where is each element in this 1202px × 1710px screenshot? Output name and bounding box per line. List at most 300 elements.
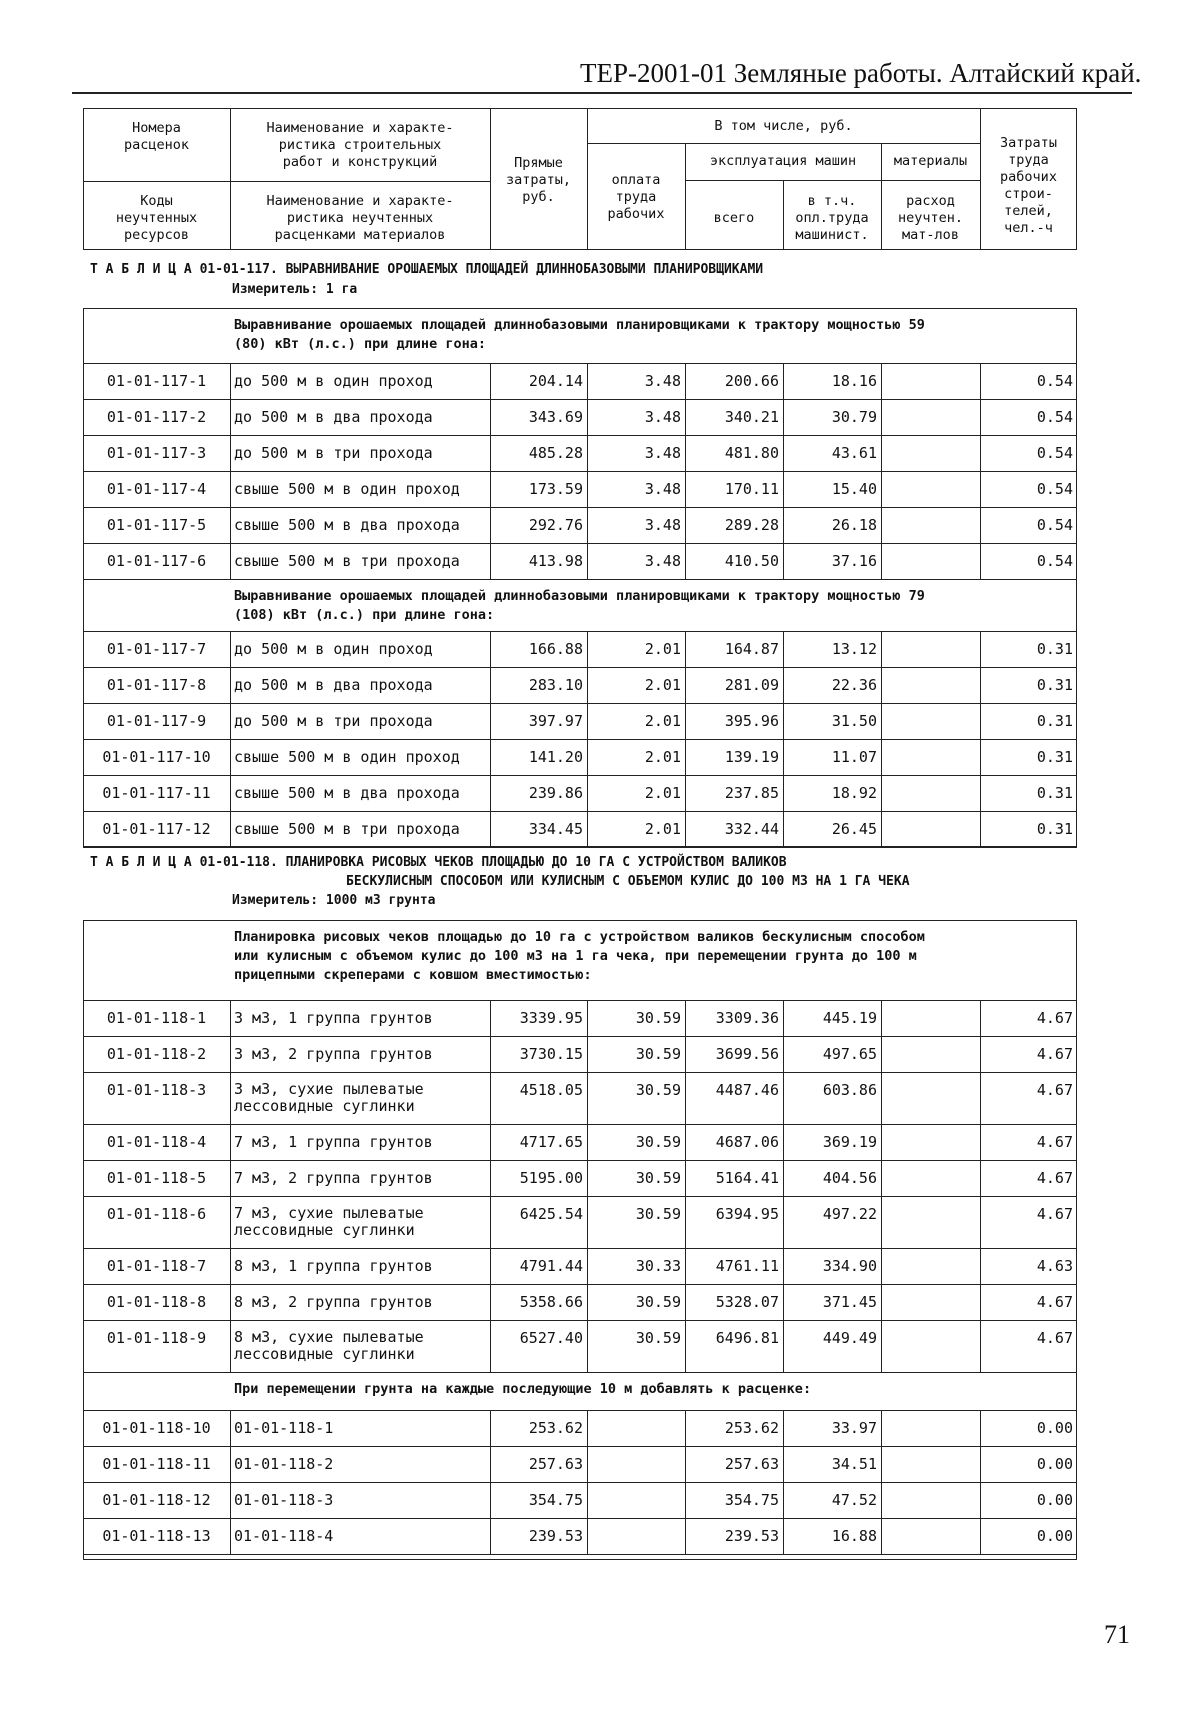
header-materials: материалы: [893, 153, 968, 169]
row-code: 01-01-118-1: [106, 1009, 207, 1027]
row-code: 01-01-117-3: [106, 444, 207, 462]
grid-line: [230, 703, 231, 739]
grid-line: [685, 399, 686, 435]
cell-mach-w: 34.51: [831, 1455, 877, 1473]
cell-wages: 30.59: [635, 1045, 681, 1063]
grid-line: [587, 667, 588, 703]
cell-wages: 30.59: [635, 1205, 681, 1223]
grid-line: [980, 507, 981, 543]
grid-line: [685, 1000, 686, 1036]
grid-line: [587, 543, 588, 579]
cell-labor: 0.31: [1036, 784, 1073, 802]
cell-direct: 485.28: [528, 444, 583, 462]
cell-mach: 139.19: [724, 748, 779, 766]
grid-line: [685, 1196, 686, 1248]
grid-line: [783, 1036, 784, 1072]
cell-mach: 170.11: [724, 480, 779, 498]
grid-line: [83, 1320, 1077, 1321]
grid-line: [783, 507, 784, 543]
row-code: 01-01-117-5: [106, 516, 207, 534]
cell-direct: 283.10: [528, 676, 583, 694]
grid-line: [230, 1446, 231, 1482]
grid-line: [881, 435, 882, 471]
cell-mach-w: 33.97: [831, 1419, 877, 1437]
cell-direct: 4717.65: [519, 1133, 583, 1151]
cell-wages: 30.59: [635, 1293, 681, 1311]
grid-line: [980, 775, 981, 811]
grid-line: [587, 507, 588, 543]
cell-wages: 2.01: [644, 820, 681, 838]
grid-line: [783, 775, 784, 811]
grid-line: [490, 1410, 491, 1446]
grid-line: [490, 1072, 491, 1124]
grid-line: [587, 1000, 588, 1036]
grid-line: [783, 811, 784, 847]
grid-line: [83, 1446, 1077, 1447]
cell-mach-w: 369.19: [822, 1133, 877, 1151]
cell-mach-w: 404.56: [822, 1169, 877, 1187]
cell-labor: 0.54: [1036, 552, 1073, 570]
row-code: 01-01-117-2: [106, 408, 207, 426]
grid-line: [230, 811, 231, 847]
grid-line: [587, 1518, 588, 1554]
grid-line: [83, 1284, 1077, 1285]
cell-labor: 4.67: [1036, 1081, 1073, 1099]
grid-line: [881, 363, 882, 399]
grid-line: [881, 631, 882, 667]
cell-mach: 281.09: [724, 676, 779, 694]
grid-line: [881, 703, 882, 739]
grid-line: [587, 1320, 588, 1372]
grid-line: [83, 1248, 1077, 1249]
grid-line: [490, 1000, 491, 1036]
grid-line: [490, 775, 491, 811]
grid-line: [980, 1124, 981, 1160]
section-title: Выравнивание орошаемых площадей длиннобазовыми планировщиками к трактору мощностью 79 (108) кВт (л.с.) при длине гона:: [234, 588, 925, 623]
grid-line: [587, 363, 588, 399]
cell-labor: 0.00: [1036, 1419, 1073, 1437]
grid-line: [980, 1000, 981, 1036]
grid-line: [980, 435, 981, 471]
grid-line: [490, 543, 491, 579]
cell-direct: 4518.05: [519, 1081, 583, 1099]
row-code: 01-01-118-3: [106, 1081, 207, 1099]
cell-wages: 2.01: [644, 784, 681, 802]
grid-line: [83, 399, 1077, 400]
grid-line: [980, 1284, 981, 1320]
grid-line: [83, 1410, 1077, 1411]
cell-wages: 3.48: [644, 480, 681, 498]
grid-line: [685, 1518, 686, 1554]
grid-line: [783, 399, 784, 435]
grid-line: [685, 1124, 686, 1160]
row-code: 01-01-117-10: [102, 748, 211, 766]
grid-line: [587, 1410, 588, 1446]
row-name: до 500 м в два прохода: [234, 408, 433, 426]
cell-labor: 4.67: [1036, 1045, 1073, 1063]
grid-line: [587, 739, 588, 775]
cell-direct: 413.98: [528, 552, 583, 570]
row-name: до 500 м в один проход: [234, 640, 433, 658]
grid-line: [881, 1518, 882, 1554]
row-code: 01-01-118-11: [102, 1455, 211, 1473]
grid-line: [83, 811, 1077, 812]
cell-direct: 6425.54: [519, 1205, 583, 1223]
cell-mach-w: 22.36: [831, 676, 877, 694]
cell-mach-w: 497.65: [822, 1045, 877, 1063]
cell-mach: 237.85: [724, 784, 779, 802]
grid-line: [490, 703, 491, 739]
grid-line: [783, 471, 784, 507]
row-name: свыше 500 м в два прохода: [234, 784, 460, 802]
cell-direct: 5195.00: [519, 1169, 583, 1187]
grid-line: [587, 1248, 588, 1284]
cell-mach: 395.96: [724, 712, 779, 730]
cell-labor: 0.31: [1036, 712, 1073, 730]
section-title: Выравнивание орошаемых площадей длиннобазовыми планировщиками к трактору мощностью 59 (80) кВт (л.с.) при длине гона:: [234, 317, 925, 352]
grid-line: [490, 1248, 491, 1284]
grid-line: [980, 1518, 981, 1554]
grid-line: [83, 1000, 1077, 1001]
cell-direct: 292.76: [528, 516, 583, 534]
row-name: свыше 500 м в один проход: [234, 480, 460, 498]
grid-line: [490, 507, 491, 543]
grid-line: [587, 1124, 588, 1160]
grid-line: [783, 435, 784, 471]
grid-line: [685, 631, 686, 667]
cell-labor: 0.54: [1036, 480, 1073, 498]
grid-line: [881, 1284, 882, 1320]
cell-mach: 481.80: [724, 444, 779, 462]
cell-mach: 6394.95: [715, 1205, 779, 1223]
grid-line: [490, 1482, 491, 1518]
grid-line: [230, 631, 231, 667]
row-code: 01-01-118-5: [106, 1169, 207, 1187]
grid-line: [881, 1320, 882, 1372]
grid-line: [490, 739, 491, 775]
row-name: 3 м3, 2 группа грунтов: [234, 1045, 433, 1063]
header-code-top: Номера расценок: [123, 120, 190, 153]
cell-labor: 0.00: [1036, 1527, 1073, 1545]
cell-mach-w: 31.50: [831, 712, 877, 730]
grid-line: [587, 471, 588, 507]
cell-mach-w: 47.52: [831, 1491, 877, 1509]
grid-line: [230, 363, 231, 399]
grid-line: [587, 1196, 588, 1248]
row-name: до 500 м в два прохода: [234, 676, 433, 694]
grid-line: [783, 1284, 784, 1320]
cell-labor: 4.67: [1036, 1009, 1073, 1027]
grid-line: [980, 1446, 981, 1482]
grid-line: [783, 363, 784, 399]
grid-line: [783, 1482, 784, 1518]
row-code: 01-01-118-12: [102, 1491, 211, 1509]
grid-line: [881, 739, 882, 775]
cell-direct: 257.63: [528, 1455, 583, 1473]
grid-line: [783, 667, 784, 703]
page-header: ТЕР-2001-01 Земляные работы. Алтайский край.: [580, 58, 1142, 88]
grid-line: [980, 471, 981, 507]
row-name: свыше 500 м в один проход: [234, 748, 460, 766]
section-title: Планировка рисовых чеков площадью до 10 га с устройством валиков бескулисным способом или кулисным с объемом кулис до 100 м3 на 1 га чека, при перемещении грунта до 100 м прицепными скреперами с ковшом вместимостью:: [234, 929, 925, 983]
cell-mach: 6496.81: [715, 1329, 779, 1347]
cell-mach-w: 16.88: [831, 1527, 877, 1545]
table-118-caption: Т А Б Л И Ц А 01-01-118. ПЛАНИРОВКА РИСОВЫХ ЧЕКОВ ПЛОЩАДЬЮ ДО 10 ГА С УСТРОЙСТВОМ ВАЛИКОВ: [90, 855, 787, 870]
header-machines: эксплуатация машин: [709, 153, 857, 169]
cell-mach-w: 445.19: [822, 1009, 877, 1027]
grid-line: [587, 1036, 588, 1072]
row-code: 01-01-118-9: [106, 1329, 207, 1347]
grid-line: [881, 811, 882, 847]
header-code-bottom: Коды неучтенных ресурсов: [115, 193, 198, 243]
grid-line: [685, 543, 686, 579]
cell-mach-w: 449.49: [822, 1329, 877, 1347]
grid-line: [980, 703, 981, 739]
cell-labor: 0.31: [1036, 748, 1073, 766]
grid-line: [685, 1248, 686, 1284]
row-code: 01-01-118-7: [106, 1257, 207, 1275]
cell-mach-w: 43.61: [831, 444, 877, 462]
row-name: свыше 500 м в два прохода: [234, 516, 460, 534]
cell-mach: 3309.36: [715, 1009, 779, 1027]
grid-line: [587, 1284, 588, 1320]
cell-mach: 3699.56: [715, 1045, 779, 1063]
page-number: 71: [1104, 1620, 1130, 1649]
row-name: 8 м3, 2 группа грунтов: [234, 1293, 433, 1311]
grid-line: [587, 1072, 588, 1124]
row-code: 01-01-117-1: [106, 372, 207, 390]
grid-line: [490, 1518, 491, 1554]
cell-mach-w: 15.40: [831, 480, 877, 498]
cell-mach-w: 371.45: [822, 1293, 877, 1311]
grid-line: [490, 1160, 491, 1196]
cell-labor: 4.67: [1036, 1205, 1073, 1223]
grid-line: [490, 1196, 491, 1248]
row-name: 8 м3, 1 группа грунтов: [234, 1257, 433, 1275]
header-name-top: Наименование и характе- ристика строительных работ и конструкций: [266, 120, 454, 170]
grid-line: [685, 1446, 686, 1482]
grid-line: [980, 543, 981, 579]
row-name: до 500 м в три прохода: [234, 712, 433, 730]
cell-direct: 166.88: [528, 640, 583, 658]
grid-line: [83, 435, 1077, 436]
cell-mach: 332.44: [724, 820, 779, 838]
grid-line: [783, 739, 784, 775]
header-including: В том числе, руб.: [714, 118, 853, 134]
cell-mach: 340.21: [724, 408, 779, 426]
grid-line: [685, 1036, 686, 1072]
grid-line: [83, 1554, 1077, 1555]
grid-line: [230, 1160, 231, 1196]
grid-line: [783, 1196, 784, 1248]
grid-line: [783, 1160, 784, 1196]
cell-wages: 30.59: [635, 1133, 681, 1151]
grid-line: [230, 1196, 231, 1248]
table-118-caption-cont: БЕСКУЛИСНЫМ СПОСОБОМ ИЛИ КУЛИСНЫМ С ОБЪЕМОМ КУЛИС ДО 100 М3 НА 1 ГА ЧЕКА: [346, 874, 910, 889]
row-code: 01-01-117-4: [106, 480, 207, 498]
grid-line: [685, 811, 686, 847]
header-machines-total: всего: [713, 210, 755, 226]
grid-line: [587, 435, 588, 471]
cell-mach-w: 18.92: [831, 784, 877, 802]
grid-line: [881, 775, 882, 811]
cell-labor: 0.54: [1036, 372, 1073, 390]
cell-mach-w: 26.18: [831, 516, 877, 534]
cell-wages: 3.48: [644, 516, 681, 534]
grid-line: [587, 1446, 588, 1482]
grid-line: [685, 435, 686, 471]
cell-wages: 3.48: [644, 444, 681, 462]
grid-line: [980, 1248, 981, 1284]
cell-mach: 354.75: [724, 1491, 779, 1509]
cell-mach: 5164.41: [715, 1169, 779, 1187]
grid-line: [83, 363, 1077, 364]
row-code: 01-01-118-13: [102, 1527, 211, 1545]
grid-line: [83, 1124, 1077, 1125]
grid-line: [230, 1072, 231, 1124]
cell-wages: 30.33: [635, 1257, 681, 1275]
grid-line: [980, 739, 981, 775]
row-code: 01-01-117-12: [102, 820, 211, 838]
cell-labor: 4.67: [1036, 1329, 1073, 1347]
cell-labor: 0.54: [1036, 516, 1073, 534]
cell-direct: 6527.40: [519, 1329, 583, 1347]
cell-direct: 253.62: [528, 1419, 583, 1437]
grid-line: [490, 1446, 491, 1482]
grid-line: [83, 579, 1077, 580]
cell-labor: 4.67: [1036, 1293, 1073, 1311]
row-code: 01-01-118-8: [106, 1293, 207, 1311]
cell-direct: 239.53: [528, 1527, 583, 1545]
cell-direct: 4791.44: [519, 1257, 583, 1275]
cell-labor: 4.67: [1036, 1169, 1073, 1187]
grid-line: [490, 811, 491, 847]
cell-direct: 3339.95: [519, 1009, 583, 1027]
grid-line: [230, 543, 231, 579]
cell-mach-w: 30.79: [831, 408, 877, 426]
cell-mach: 289.28: [724, 516, 779, 534]
grid-line: [230, 775, 231, 811]
cell-mach-w: 497.22: [822, 1205, 877, 1223]
cell-mach: 200.66: [724, 372, 779, 390]
grid-line: [83, 507, 1077, 508]
row-code: 01-01-118-6: [106, 1205, 207, 1223]
row-name: 01-01-118-1: [234, 1419, 334, 1437]
grid-line: [83, 739, 1077, 740]
grid-line: [230, 667, 231, 703]
grid-line: [490, 1036, 491, 1072]
grid-line: [83, 1072, 1077, 1073]
grid-line: [490, 631, 491, 667]
row-name: 01-01-118-3: [234, 1491, 334, 1509]
cell-wages: 2.01: [644, 748, 681, 766]
grid-line: [230, 471, 231, 507]
grid-line: [83, 1372, 1077, 1373]
grid-line: [980, 1036, 981, 1072]
grid-line: [685, 703, 686, 739]
row-name: 01-01-118-4: [234, 1527, 334, 1545]
cell-wages: 3.48: [644, 408, 681, 426]
cell-mach-w: 334.90: [822, 1257, 877, 1275]
row-code: 01-01-117-9: [106, 712, 207, 730]
grid-line: [230, 1036, 231, 1072]
grid-line: [980, 1410, 981, 1446]
grid-line: [881, 543, 882, 579]
grid-line: [490, 1284, 491, 1320]
grid-line: [587, 1482, 588, 1518]
grid-line: [980, 1320, 981, 1372]
row-name: свыше 500 м в три прохода: [234, 552, 460, 570]
cell-direct: 239.86: [528, 784, 583, 802]
cell-direct: 3730.15: [519, 1045, 583, 1063]
grid-line: [783, 631, 784, 667]
grid-line: [783, 1446, 784, 1482]
header-machine-wages: в т.ч. опл.труда машинист.: [795, 193, 869, 243]
grid-line: [783, 1000, 784, 1036]
grid-line: [83, 703, 1077, 704]
grid-line: [230, 1248, 231, 1284]
grid-line: [587, 811, 588, 847]
grid-line: [490, 471, 491, 507]
grid-line: [490, 399, 491, 435]
row-code: 01-01-117-6: [106, 552, 207, 570]
grid-line: [881, 471, 882, 507]
grid-line: [587, 143, 980, 144]
row-code: 01-01-117-7: [106, 640, 207, 658]
cell-mach: 4761.11: [715, 1257, 779, 1275]
grid-line: [881, 1196, 882, 1248]
grid-line: [783, 1072, 784, 1124]
section-title: При перемещении грунта на каждые последующие 10 м добавлять к расценке:: [234, 1381, 812, 1397]
grid-line: [685, 739, 686, 775]
cell-mach: 4487.46: [715, 1081, 779, 1099]
grid-line: [83, 631, 1077, 632]
cell-mach: 5328.07: [715, 1293, 779, 1311]
grid-line: [230, 1482, 231, 1518]
grid-line: [685, 507, 686, 543]
cell-wages: 3.48: [644, 552, 681, 570]
grid-line: [83, 543, 1077, 544]
grid-line: [490, 435, 491, 471]
grid-line: [881, 1248, 882, 1284]
row-code: 01-01-118-10: [102, 1419, 211, 1437]
cell-mach-w: 603.86: [822, 1081, 877, 1099]
cell-direct: 141.20: [528, 748, 583, 766]
grid-line: [83, 181, 490, 182]
cell-direct: 173.59: [528, 480, 583, 498]
cell-labor: 4.63: [1036, 1257, 1073, 1275]
cell-direct: 397.97: [528, 712, 583, 730]
grid-line: [783, 1320, 784, 1372]
table-117-measure: Измеритель: 1 га: [232, 282, 358, 297]
cell-mach-w: 18.16: [831, 372, 877, 390]
cell-mach: 239.53: [724, 1527, 779, 1545]
grid-line: [980, 667, 981, 703]
row-name: 3 м3, 1 группа грунтов: [234, 1009, 433, 1027]
grid-line: [685, 1320, 686, 1372]
grid-line: [230, 399, 231, 435]
grid-line: [881, 1410, 882, 1446]
grid-line: [83, 667, 1077, 668]
grid-line: [685, 471, 686, 507]
grid-line: [685, 1482, 686, 1518]
cell-wages: 30.59: [635, 1009, 681, 1027]
cell-direct: 204.14: [528, 372, 583, 390]
grid-line: [881, 667, 882, 703]
header-wages: оплата труда рабочих: [607, 172, 665, 222]
row-code: 01-01-117-11: [102, 784, 211, 802]
cell-direct: 343.69: [528, 408, 583, 426]
